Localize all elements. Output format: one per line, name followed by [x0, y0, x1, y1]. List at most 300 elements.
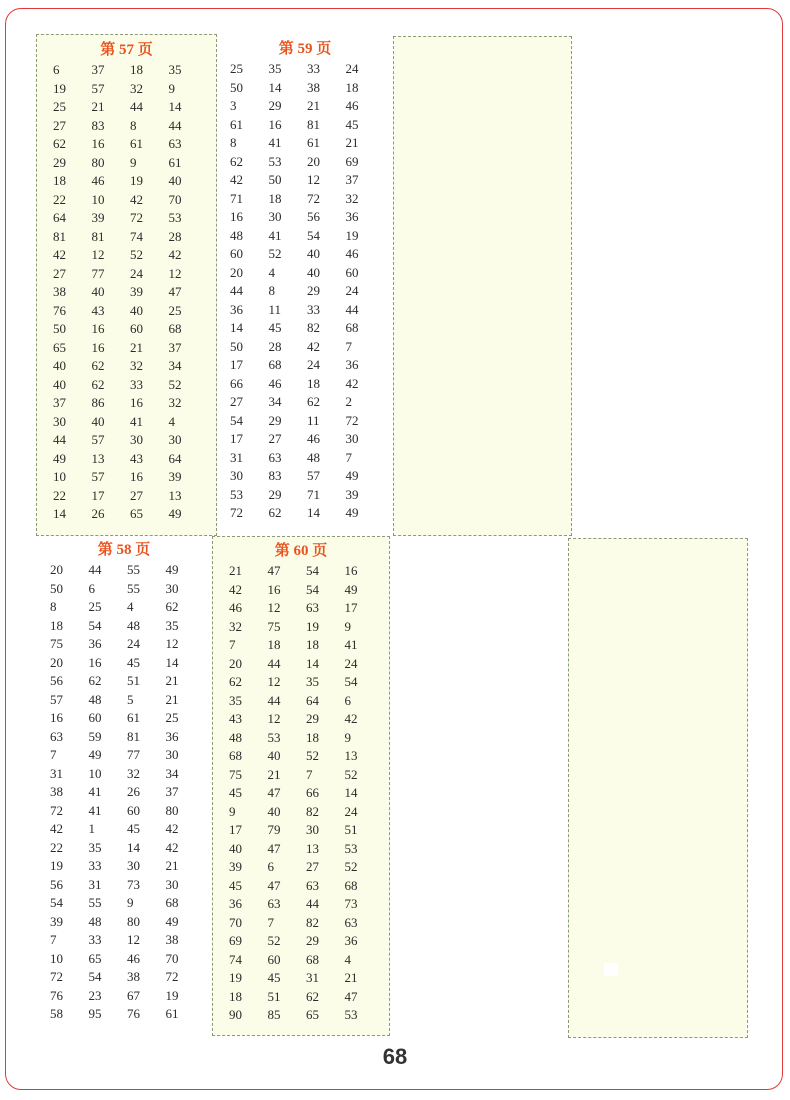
grid-cell: 44 [130, 99, 143, 114]
grid-cell: 16 [267, 581, 281, 597]
grid-row [50, 987, 204, 1006]
grid-cell: 17 [344, 600, 358, 615]
grid-cell: 8 [130, 117, 137, 133]
grid-cell: 62 [268, 505, 282, 520]
grid-cell: 83 [268, 468, 282, 483]
grid-cell: 42 [50, 821, 63, 836]
grid-cell: 68 [268, 357, 282, 372]
grid-cell: 31 [50, 765, 63, 781]
grid-row [229, 562, 383, 581]
grid-row [53, 191, 207, 210]
grid-cell: 47 [267, 840, 281, 856]
grid-cell: 42 [230, 172, 243, 187]
grid-cell: 7 [229, 637, 236, 652]
grid-row [50, 561, 204, 580]
grid-cell: 44 [53, 432, 66, 447]
section-title: 第 57 页 [100, 42, 153, 58]
grid-row [50, 931, 204, 950]
grid-cell: 12 [91, 247, 105, 262]
grid-cell: 16 [268, 116, 282, 132]
grid-row [50, 746, 204, 765]
grid-cell: 29 [268, 486, 282, 502]
grid-cell: 49 [345, 468, 359, 483]
grid-cell: 90 [229, 1007, 242, 1022]
grid-cell: 32 [229, 618, 242, 634]
grid-cell: 34 [168, 358, 182, 373]
grid-row [229, 766, 383, 785]
grid-cell: 33 [307, 61, 320, 76]
grid-cell: 64 [53, 210, 66, 225]
grid-row [50, 598, 204, 617]
grid-cell: 56 [307, 209, 320, 224]
grid-cell: 4 [344, 951, 351, 967]
grid-cell: 19 [229, 970, 242, 985]
grid-cell: 33 [88, 858, 102, 873]
grid-row [229, 655, 383, 674]
grid-cell: 21 [229, 563, 242, 578]
grid-row [230, 153, 384, 172]
grid-cell: 42 [307, 338, 320, 354]
grid-row [229, 988, 383, 1007]
grid-cell: 72 [50, 802, 63, 818]
grid-cell: 65 [306, 1007, 319, 1022]
white-mark [604, 963, 618, 976]
grid-cell: 52 [344, 766, 358, 782]
grid-cell: 35 [165, 617, 179, 633]
grid-cell: 51 [267, 988, 281, 1004]
grid-row [229, 840, 383, 859]
grid-cell: 49 [53, 450, 66, 466]
grid-cell: 25 [88, 599, 102, 614]
grid-row [53, 117, 207, 136]
grid-cell: 14 [307, 505, 320, 520]
grid-cell: 30 [130, 432, 143, 447]
grid-cell: 73 [127, 876, 140, 892]
grid-cell: 72 [230, 505, 243, 520]
grid-cell: 35 [306, 674, 319, 689]
grid-cell: 13 [168, 487, 182, 503]
grid-cell: 7 [306, 766, 313, 782]
grid-row [230, 282, 384, 301]
grid-cell: 38 [53, 284, 66, 299]
grid-row [230, 412, 384, 431]
grid-cell: 71 [307, 486, 320, 502]
grid-cell: 68 [344, 877, 358, 893]
grid-cell: 43 [130, 450, 143, 466]
grid-cell: 28 [268, 338, 282, 354]
grid-cell: 51 [344, 822, 358, 837]
grid-cell: 76 [50, 987, 63, 1003]
grid-cell: 75 [267, 618, 281, 634]
grid-cell: 25 [168, 302, 182, 318]
grid-row [230, 134, 384, 153]
grid-row [230, 375, 384, 394]
grid-cell: 45 [268, 320, 282, 335]
grid-row [53, 505, 207, 524]
grid-cell: 31 [230, 449, 243, 465]
grid-cell: 72 [307, 190, 320, 206]
grid-row [230, 338, 384, 357]
grid-row [50, 672, 204, 691]
grid-cell: 73 [344, 896, 358, 911]
grid-cell: 68 [165, 895, 179, 910]
grid-cell: 54 [306, 563, 319, 578]
grid-row [230, 97, 384, 116]
grid-cell: 62 [53, 136, 66, 151]
grid-cell: 11 [307, 412, 320, 428]
grid-row [229, 784, 383, 803]
grid-row [53, 98, 207, 117]
grid-cell: 19 [345, 227, 359, 243]
grid-cell: 27 [130, 487, 143, 503]
grid-cell: 52 [306, 748, 319, 763]
grid-cell: 34 [165, 765, 179, 781]
grid-row [229, 895, 383, 914]
grid-row [53, 487, 207, 506]
grid-cell: 50 [50, 580, 63, 596]
grid-cell: 8 [230, 135, 237, 150]
grid-row [53, 320, 207, 339]
grid-cell: 14 [268, 79, 282, 95]
grid-cell: 19 [50, 858, 63, 873]
grid-cell: 40 [91, 284, 105, 299]
grid-cell: 49 [165, 562, 179, 577]
grid-cell: 56 [50, 673, 63, 688]
grid-cell: 7 [345, 338, 352, 354]
grid-cell: 30 [127, 858, 140, 873]
grid-cell: 12 [267, 674, 281, 689]
grid-cell: 50 [230, 79, 243, 95]
grid-row [229, 951, 383, 970]
grid-cell: 42 [229, 581, 242, 597]
grid-cell: 45 [267, 970, 281, 985]
grid-cell: 35 [88, 839, 102, 855]
grid-cell: 60 [88, 710, 102, 725]
grid-cell: 64 [168, 450, 182, 466]
grid-cell: 52 [344, 859, 358, 874]
section-p60 [212, 536, 390, 1036]
grid-cell: 27 [53, 117, 66, 133]
grid-cell: 18 [53, 173, 66, 188]
grid-cell: 53 [168, 210, 182, 225]
grid-cell: 32 [127, 765, 140, 781]
grid-cell: 27 [268, 431, 282, 446]
grid-cell: 19 [130, 173, 143, 188]
grid-cell: 16 [88, 654, 102, 670]
grid-row [50, 950, 204, 969]
grid-row [50, 913, 204, 932]
grid-row [229, 599, 383, 618]
grid-row [50, 654, 204, 673]
grid-row [50, 635, 204, 654]
answer-grid [229, 562, 383, 1025]
grid-cell: 45 [127, 654, 140, 670]
grid-cell: 60 [267, 951, 281, 967]
grid-row [50, 968, 204, 987]
grid-cell: 64 [306, 692, 319, 708]
grid-cell: 45 [127, 821, 140, 836]
grid-cell: 37 [53, 395, 66, 410]
grid-cell: 70 [168, 191, 182, 207]
section-p57 [36, 34, 217, 536]
grid-row [53, 431, 207, 450]
grid-cell: 30 [168, 432, 182, 447]
grid-cell: 82 [307, 320, 320, 335]
grid-cell: 24 [307, 357, 320, 372]
grid-cell: 77 [127, 747, 140, 762]
grid-cell: 68 [168, 321, 182, 336]
grid-cell: 2 [345, 394, 352, 409]
grid-cell: 12 [307, 172, 320, 187]
grid-cell: 28 [168, 228, 182, 244]
grid-cell: 16 [130, 469, 143, 484]
grid-cell: 49 [344, 581, 358, 597]
grid-row [230, 190, 384, 209]
grid-cell: 41 [268, 135, 282, 150]
grid-cell: 82 [306, 914, 319, 930]
grid-cell: 49 [165, 913, 179, 929]
section-title: 第 59 页 [278, 41, 332, 57]
grid-row [229, 932, 383, 951]
grid-cell: 21 [165, 673, 179, 688]
grid-cell: 40 [130, 302, 143, 318]
grid-cell: 16 [130, 395, 143, 410]
grid-cell: 20 [50, 562, 63, 577]
grid-cell: 62 [306, 988, 319, 1004]
grid-cell: 63 [50, 728, 63, 744]
grid-cell: 48 [88, 913, 102, 929]
grid-row [53, 61, 207, 80]
grid-cell: 37 [165, 784, 179, 799]
grid-cell: 18 [267, 637, 281, 652]
grid-cell: 62 [307, 394, 320, 409]
grid-cell: 36 [230, 301, 243, 317]
grid-cell: 18 [345, 79, 359, 95]
grid-row [53, 172, 207, 191]
grid-cell: 36 [345, 357, 359, 372]
grid-cell: 47 [168, 284, 182, 299]
grid-cell: 61 [168, 154, 182, 170]
grid-cell: 44 [88, 562, 102, 577]
section-title: 第 58 页 [97, 542, 151, 558]
grid-cell: 30 [165, 580, 179, 596]
grid-row [229, 803, 383, 822]
grid-cell: 44 [345, 301, 359, 317]
grid-cell: 39 [168, 469, 182, 484]
grid-cell: 52 [130, 247, 143, 262]
grid-row [230, 208, 384, 227]
grid-cell: 36 [344, 933, 358, 948]
grid-row [53, 135, 207, 154]
grid-cell: 34 [268, 394, 282, 409]
grid-cell: 22 [53, 487, 66, 503]
grid-cell: 14 [344, 785, 358, 800]
grid-cell: 9 [130, 154, 137, 170]
grid-row [230, 467, 384, 486]
grid-cell: 63 [344, 914, 358, 930]
grid-cell: 43 [229, 711, 242, 726]
grid-cell: 21 [91, 99, 105, 114]
grid-cell: 54 [230, 412, 243, 428]
grid-row [230, 60, 384, 79]
grid-cell: 11 [268, 301, 282, 317]
grid-cell: 38 [50, 784, 63, 799]
grid-cell: 13 [91, 450, 105, 466]
grid-row [50, 839, 204, 858]
grid-cell: 44 [230, 283, 243, 298]
grid-cell: 8 [268, 283, 275, 298]
grid-cell: 53 [344, 840, 358, 856]
grid-cell: 4 [127, 599, 134, 614]
grid-row [53, 228, 207, 247]
grid-cell: 53 [230, 486, 243, 502]
grid-cell: 16 [344, 563, 358, 578]
grid-cell: 7 [345, 449, 352, 465]
grid-cell: 62 [230, 153, 243, 169]
grid-cell: 18 [229, 988, 242, 1004]
grid-cell: 24 [127, 636, 140, 651]
grid-cell: 45 [345, 116, 359, 132]
grid-cell: 58 [50, 1006, 63, 1021]
page-number: 68 [382, 1044, 408, 1069]
grid-cell: 8 [50, 599, 57, 614]
grid-cell: 63 [268, 449, 282, 465]
grid-cell: 16 [50, 710, 63, 725]
grid-cell: 3 [230, 98, 237, 113]
grid-row [53, 246, 207, 265]
grid-cell: 5 [127, 691, 134, 707]
grid-cell: 18 [130, 62, 143, 77]
grid-cell: 17 [229, 822, 242, 837]
grid-cell: 57 [50, 691, 63, 707]
grid-cell: 21 [267, 766, 281, 782]
grid-row [50, 876, 204, 895]
grid-cell: 54 [50, 895, 63, 910]
grid-cell: 29 [268, 412, 282, 428]
grid-cell: 79 [267, 822, 281, 837]
grid-cell: 40 [168, 173, 182, 188]
grid-cell: 9 [127, 895, 134, 910]
grid-cell: 38 [127, 969, 140, 984]
grid-cell: 54 [344, 674, 358, 689]
grid-row [229, 729, 383, 748]
grid-cell: 57 [91, 80, 105, 96]
grid-cell: 14 [165, 654, 179, 670]
grid-row [53, 209, 207, 228]
section-p58 [36, 536, 212, 1036]
grid-row [53, 339, 207, 358]
grid-row [229, 969, 383, 988]
grid-cell: 60 [130, 321, 143, 336]
grid-cell: 47 [344, 988, 358, 1004]
grid-cell: 23 [88, 987, 102, 1003]
grid-row [230, 301, 384, 320]
grid-cell: 53 [268, 153, 282, 169]
grid-row [53, 154, 207, 173]
grid-cell: 62 [88, 673, 102, 688]
grid-cell: 56 [50, 876, 63, 892]
grid-cell: 75 [50, 636, 63, 651]
grid-cell: 37 [168, 339, 182, 355]
grid-cell: 60 [230, 246, 243, 261]
grid-cell: 9 [229, 803, 236, 819]
grid-cell: 19 [306, 618, 319, 634]
grid-cell: 18 [306, 637, 319, 652]
grid-cell: 60 [345, 264, 359, 280]
grid-row [50, 857, 204, 876]
grid-cell: 7 [50, 932, 57, 947]
grid-row [50, 783, 204, 802]
grid-cell: 80 [91, 154, 105, 170]
grid-cell: 55 [127, 562, 140, 577]
grid-cell: 86 [91, 395, 105, 410]
grid-cell: 71 [230, 190, 243, 206]
grid-cell: 37 [91, 62, 105, 77]
grid-row [230, 227, 384, 246]
grid-cell: 95 [88, 1006, 102, 1021]
grid-cell: 48 [88, 691, 102, 707]
grid-cell: 1 [88, 821, 95, 836]
grid-cell: 25 [230, 61, 243, 76]
grid-cell: 16 [91, 321, 105, 336]
grid-row [50, 617, 204, 636]
grid-cell: 81 [53, 228, 66, 244]
grid-cell: 26 [127, 784, 140, 799]
grid-cell: 27 [53, 265, 66, 281]
grid-row [50, 802, 204, 821]
blank-panel-bottom [568, 538, 748, 1038]
grid-row [229, 581, 383, 600]
grid-cell: 38 [165, 932, 179, 947]
grid-cell: 50 [268, 172, 282, 187]
grid-cell: 33 [307, 301, 320, 317]
grid-cell: 46 [229, 600, 242, 615]
grid-cell: 47 [267, 877, 281, 893]
grid-cell: 14 [168, 99, 182, 114]
grid-cell: 18 [307, 375, 320, 391]
grid-cell: 72 [345, 412, 359, 428]
grid-cell: 40 [307, 246, 320, 261]
grid-cell: 24 [345, 61, 359, 76]
grid-cell: 18 [306, 729, 319, 745]
grid-cell: 61 [130, 136, 143, 151]
grid-cell: 54 [88, 617, 102, 633]
grid-cell: 18 [268, 190, 282, 206]
grid-cell: 80 [165, 802, 179, 818]
grid-cell: 48 [230, 227, 243, 243]
grid-cell: 67 [127, 987, 140, 1003]
grid-row [53, 80, 207, 99]
grid-cell: 32 [130, 358, 143, 373]
grid-row [229, 710, 383, 729]
grid-cell: 46 [345, 98, 359, 113]
grid-cell: 21 [344, 970, 358, 985]
grid-row [229, 673, 383, 692]
grid-cell: 17 [230, 357, 243, 372]
grid-cell: 44 [306, 896, 319, 911]
grid-cell: 37 [345, 172, 359, 187]
grid-cell: 17 [230, 431, 243, 446]
grid-cell: 10 [53, 469, 66, 484]
grid-cell: 35 [268, 61, 282, 76]
grid-cell: 81 [307, 116, 320, 132]
grid-row [230, 504, 384, 523]
grid-cell: 20 [230, 264, 243, 280]
grid-cell: 30 [165, 876, 179, 892]
grid-row [230, 171, 384, 190]
grid-cell: 21 [130, 339, 143, 355]
grid-cell: 46 [127, 950, 140, 966]
